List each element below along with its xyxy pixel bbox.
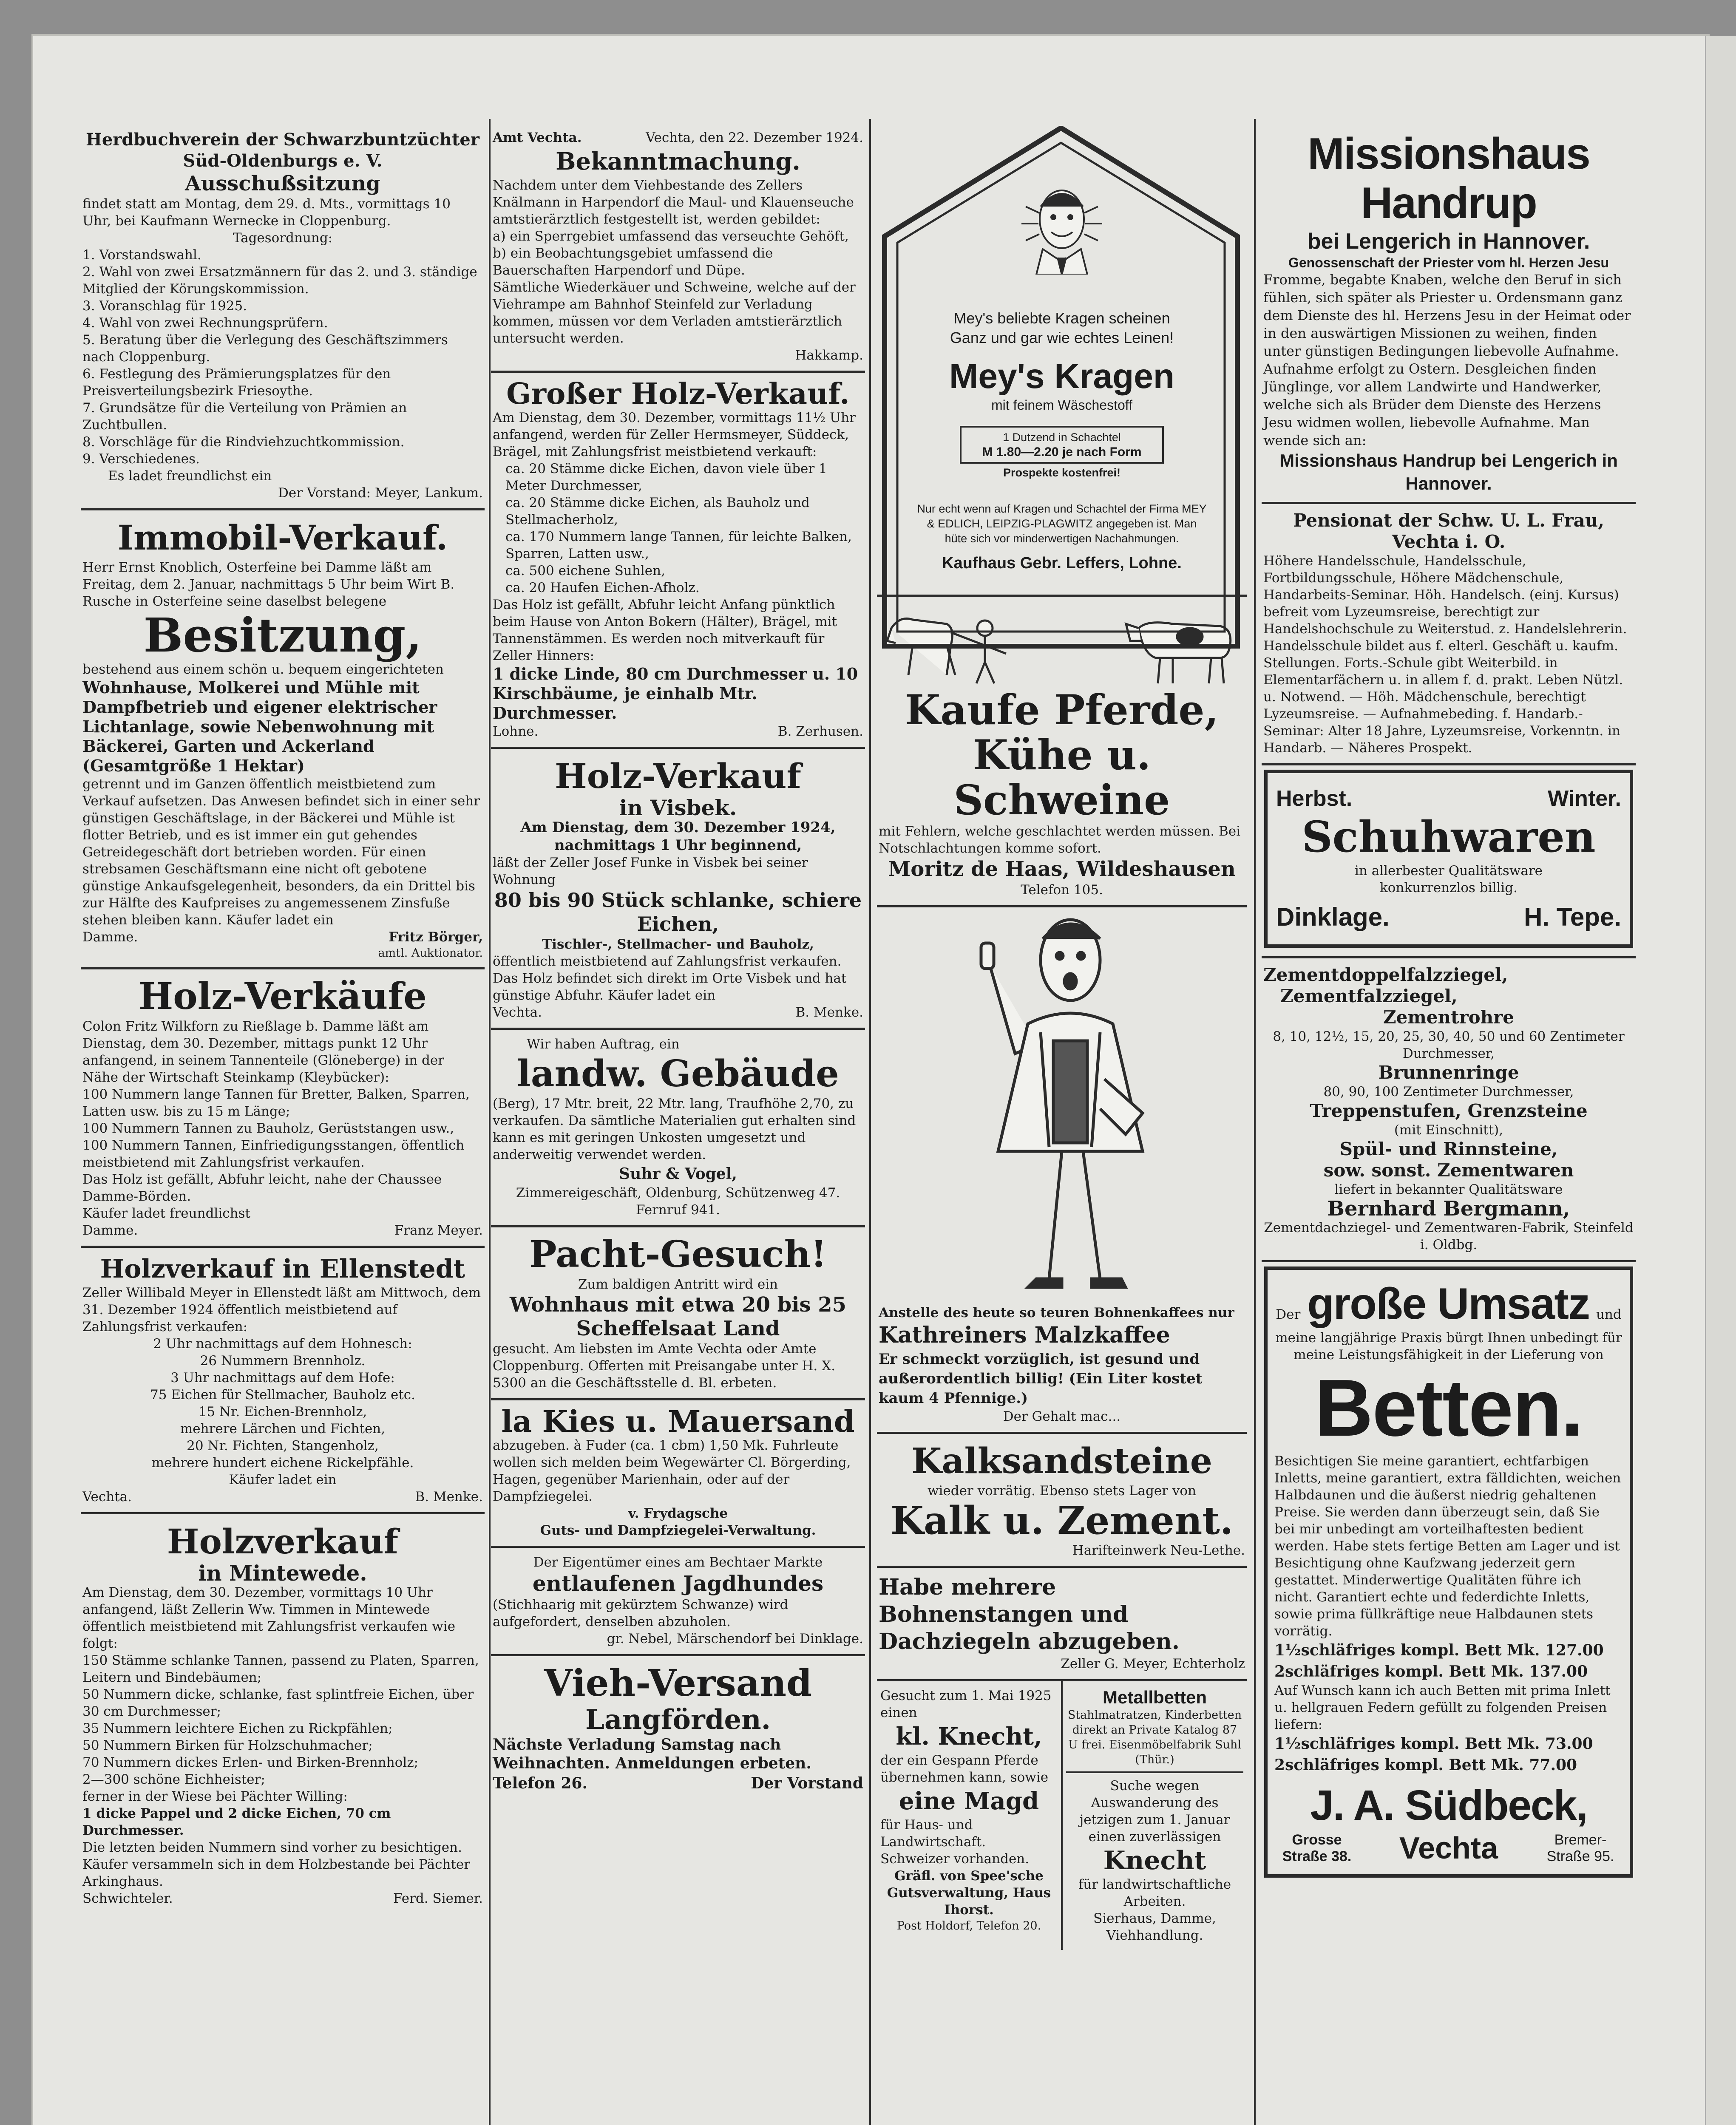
ad-body: Zeller Willibald Meyer in Ellenstedt läßt am Mittwoch, dem 31. Dezember 1924 öffentlich meistbietend auf Zahlungsfrist verkaufen: — [82, 1285, 481, 1334]
ad-body: für Haus- und Landwirtschaft. Schweizer vorhanden. — [880, 1817, 1030, 1867]
ad-subtitle: Langförden. — [585, 1704, 771, 1736]
ad-body: der ein Gespann Pferde übernehmen kann, sowie — [880, 1753, 1049, 1785]
ad-item: 100 Nummern Tannen zu Bauholz, Gerüststangen usw., — [82, 1121, 454, 1136]
ad-title: Habe mehrere Bohnenstangen und Dachziegeln abzugeben. — [879, 1574, 1180, 1655]
ad-body: Suche wegen Auswanderung des jetzigen zum 1. Januar einen zuverlässigen — [1079, 1778, 1230, 1844]
ad-body: Herr Ernst Knoblich, Osterfeine bei Damme läßt am Freitag, dem 2. Januar, nachmittags 5 Uhr beim Wirt B. Rusche in Osterfeine seine daselbst belegene — [82, 560, 455, 609]
ad-item: 100 Nummern lange Tannen für Bretter, Balken, Sparren, Latten usw. bis zu 15 m Länge; — [82, 1087, 470, 1119]
ad-item: 2 Uhr nachmittags auf dem Hohnesch: — [153, 1336, 412, 1352]
agenda-item: 2. Wahl von zwei Ersatzmännern für das 2. und 3. ständige Mitglied der Körungskommission. — [82, 264, 477, 297]
ad-headline: Besitzung, — [143, 608, 422, 663]
column-rule — [1254, 119, 1256, 2125]
product-item: liefert in bekannter Qualitätsware — [1334, 1182, 1563, 1197]
ad-signature: B. Menke. — [415, 1489, 483, 1504]
ad-highlight: kl. Knecht, — [896, 1723, 1042, 1751]
ad-highlight: Tischler-, Stellmacher- und Bauholz, — [542, 937, 814, 952]
page-edge — [1705, 36, 1736, 2125]
ad-subtitle: in Visbek. — [619, 795, 737, 820]
product-item: Spül- und Rinnsteine, — [1339, 1139, 1558, 1159]
ad-body: für landwirtschaftliche Arbeiten. — [1078, 1877, 1231, 1909]
ad-title: Missionshaus Handrup — [1308, 129, 1590, 228]
ad-title: Kalksandsteine — [911, 1441, 1212, 1482]
ad-title: Bekanntmachung. — [556, 147, 800, 176]
ad-signature: B. Menke. — [795, 1005, 863, 1020]
ad-place: Damme. — [82, 1223, 138, 1238]
ad-firm-address: Zementdachziegel- und Zementwaren-Fabrik, Steinfeld i. Oldbg. — [1264, 1220, 1634, 1252]
column-rule — [869, 119, 871, 2125]
ad-signature: Guts- und Dampfziegelei-Verwaltung. — [540, 1523, 816, 1538]
ad-signature: B. Zerhusen. — [777, 724, 863, 739]
ad-signature: Sierhaus, Damme, Viehhandlung. — [1093, 1911, 1216, 1943]
ad-highlight: Wohnhause, Molkerei und Mühle mit Dampfbetrieb und eigener elektrischer Lichtanlage, sowie Nebenwohnung mit Bäckerei, Garten und Ackerland (Gesamtgröße 1 Hektar) — [82, 678, 437, 775]
ad-city: Vechta — [1399, 1831, 1498, 1865]
agenda-item: 7. Grundsätze für die Verteilung von Prämien an Zuchtbullen. — [82, 400, 407, 433]
ad-address: Missionshaus Handrup bei Lengerich in Hannover. — [1279, 450, 1618, 493]
ad-item: ferner in der Wiese bei Pächter Willing: — [82, 1789, 348, 1804]
ad-intro: und — [1596, 1307, 1622, 1322]
column-rule — [489, 119, 491, 2125]
ad-body: Das Holz ist gefällt, Abfuhr leicht Anfang pünktlich beim Hause von Anton Bokern (Hälter), Brägel, mit Tannenstämmen. Es werden noch mitverkauft für Zeller Hinners: — [493, 597, 837, 663]
ad-highlight: Wohnhaus mit etwa 20 bis 25 Scheffelsaat Land — [509, 1293, 847, 1340]
ad-firm: J. A. Südbeck, — [1310, 1782, 1587, 1829]
ad-item: ca. 20 Stämme dicke Eichen, als Bauholz und Stellmacherholz, — [505, 495, 810, 527]
ad-highlight: 1 dicke Linde, 80 cm Durchmesser u. 10 Kirschbäume, je einhalb Mtr. Durchmesser. — [493, 664, 858, 722]
ad-headline: große Umsatz — [1307, 1279, 1589, 1329]
ad-title: entlaufenen Jagdhundes — [532, 1571, 824, 1596]
ad-body: Am Dienstag, dem 30. Dezember, vormittags 11½ Uhr anfangend, werden für Zeller Hermsmeyer, Süddeck, Brägel, mit Zahlungsfrist meistbietend verkauft: — [493, 410, 856, 459]
ad-phone: Telefon 26. — [493, 1774, 587, 1792]
ad-item: 50 Nummern dicke, schlanke, fast splintfreie Eichen, über 30 cm Durchmesser; — [82, 1687, 474, 1719]
ad-intro: Wir haben Auftrag, ein — [527, 1037, 680, 1052]
ad-item: 26 Nummern Brennholz. — [200, 1353, 366, 1368]
ad-kalksandsteine — [877, 1434, 1247, 1568]
agenda-item: 6. Festlegung des Prämierungsplatzes für den Preisverteilungsbezirk Friesoythe. — [82, 366, 391, 399]
agenda-item: 4. Wahl von zwei Rechnungsprüfern. — [82, 315, 328, 331]
column-3 — [877, 123, 1247, 2125]
ad-holz-verkaeufe — [81, 969, 485, 1248]
ad-body: wieder vorrätig. Ebenso stets Lager von — [927, 1483, 1197, 1499]
ad-grosser-holz-verkauf — [491, 373, 865, 749]
ad-subtitle: bei Lengerich in Hannover. — [1307, 229, 1590, 254]
ad-highlight: Knecht — [1103, 1846, 1206, 1876]
ad-body: Stahlmatratzen, Kinderbetten direkt an Private Katalog 87 U frei. Eisenmöbelfabrik Suhl (Thür.) — [1067, 1708, 1242, 1766]
column-1 — [81, 123, 485, 2125]
product-item: sow. sonst. Zementwaren — [1323, 1160, 1574, 1181]
ad-item: 35 Nummern leichtere Eichen zu Rickpfählen; — [82, 1721, 393, 1736]
ad-signature: Der Vorstand: Meyer, Lankum. — [278, 485, 483, 501]
ad-note: Nur echt wenn auf Kragen und Schachtel der Firma MEY & EDLICH, LEIPZIG-PLAGWITZ angegeben ist. Man hüte sich vor minderwertigen Nachahmungen. — [917, 502, 1207, 545]
ad-item: 150 Stämme schlanke Tannen, passend zu Platen, Sparren, Leitern und Bindebäumen; — [82, 1653, 479, 1685]
ad-firm-address: Zimmereigeschäft, Oldenburg, Schützenweg 47. Fernruf 941. — [516, 1185, 840, 1218]
price-box — [960, 426, 1164, 464]
agenda-item: 8. Vorschläge für die Rindviehzuchtkommission. — [82, 434, 405, 450]
ad-footnote: Der Gehalt mac... — [1003, 1409, 1121, 1424]
ad-item: Käufer versammeln sich in dem Holzbestande bei Pächter Arkinghaus. — [82, 1857, 471, 1889]
column-2 — [491, 123, 865, 2125]
ad-title: Holzverkauf in Ellenstedt — [100, 1254, 465, 1284]
ad-body: Anstelle des heute so teuren Bohnenkaffees nur — [879, 1305, 1234, 1320]
ad-title: Kühe u. Schweine — [953, 731, 1170, 824]
ad-body: Sämtliche Wiederkäuer und Schweine, welche auf der Viehrampe am Bahnhof Steinfeld zur Verladung kommen, müssen vor dem Verladen amtstierärztlich untersucht werden. — [493, 280, 856, 346]
ad-signature: Post Holdorf, Telefon 20. — [896, 1919, 1041, 1932]
ad-item: 100 Nummern Tannen, Einfriedigungsstangen, öffentlich meistbietend mit Zahlungsfrist verkaufen. — [82, 1138, 465, 1170]
ad-title: Großer Holz-Verkauf. — [506, 377, 850, 411]
ad-holz-verkauf-visbek — [491, 749, 865, 1030]
product-item: Zementrohre — [1383, 1007, 1514, 1028]
ad-title: Pensionat der Schw. U. L. Frau, Vechta i. O. — [1293, 510, 1604, 552]
ad-item: b) ein Beobachtungsgebiet umfassend die Bauerschaften Harpendorf und Düpe. — [493, 246, 773, 278]
ad-body: Auf Wunsch kann ich auch Betten mit prima Inlett u. hellgrauen Federn gefüllt zu folgenden Preisen liefern: — [1274, 1683, 1611, 1732]
ad-zementwaren — [1262, 956, 1636, 1262]
ad-pensionat — [1262, 504, 1636, 765]
product-item: Zementdoppelfalzziegel, — [1263, 964, 1508, 985]
ad-highlight: eine Magd — [899, 1787, 1039, 1815]
agenda-item: 9. Verschiedenes. — [82, 451, 200, 467]
ad-intro: Zum baldigen Antritt wird ein — [578, 1277, 778, 1292]
agenda-item: 5. Beratung über die Verlegung des Geschäftszimmers nach Cloppenburg. — [82, 332, 448, 365]
ad-close: Es ladet freundlichst ein — [108, 468, 272, 484]
ad-firm: Bernhard Bergmann, — [1327, 1197, 1570, 1221]
price-line: 1½schläfriges kompl. Bett Mk. 127.00 — [1274, 1641, 1604, 1659]
ad-body: öffentlich meistbietend auf Zahlungsfrist verkaufen. Das Holz befindet sich direkt im Orte Visbek und hat günstige Abfuhr. Käufer ladet ein — [493, 954, 847, 1003]
ad-betten-suedbeck — [1264, 1266, 1633, 1878]
ad-address: Grosse Straße 38. — [1282, 1832, 1352, 1864]
ad-title: Holz-Verkäufe — [139, 975, 427, 1018]
ad-knecht-suche — [1066, 1773, 1243, 1944]
ad-season: Winter. — [1548, 786, 1621, 811]
product-item: Brunnenringe — [1378, 1062, 1519, 1083]
ad-body: getrennt und im Ganzen öffentlich meistbietend zum Verkauf aufsetzen. Das Anwesen befindet sich in einer sehr günstigen Geschäftslage, in der Bäckerei und Mühle ist flotter Betrieb, und es ist immer ein gut gehendes Getreidegeschäft dort betrieben worden. Für einen strebsamen Geschäftsmann eine nicht oft gebotene günstige Ankaufsgelegenheit, besonders, da ein Drittel bis zur Hälfte des Kaufpreises zu angemessenem Zinsfuße stehen bleiben kann. Käufer ladet ein — [82, 776, 480, 928]
ad-body: bestehend aus einem schön u. bequem eingerichteten — [82, 662, 444, 677]
ad-landw-gebaeude — [491, 1030, 865, 1227]
ad-item: Das Holz ist gefällt, Abfuhr leicht, nahe der Chaussee Damme-Börden. — [82, 1172, 442, 1204]
price-line: M 1.80—2.20 je nach Form — [982, 445, 1142, 459]
ad-knecht-magd — [877, 1681, 1061, 1950]
ad-intro: Der — [1276, 1307, 1301, 1322]
ad-item: Käufer ladet freundlichst — [82, 1206, 250, 1221]
ad-immobil — [81, 510, 485, 969]
ad-title: Immobil-Verkauf. — [117, 518, 448, 558]
product-item: Zementfalzziegel, — [1280, 986, 1458, 1006]
ad-item: 15 Nr. Eichen-Brennholz, — [198, 1404, 367, 1420]
ad-signature: H. Tepe. — [1524, 903, 1621, 931]
ad-row-bottom — [877, 1681, 1247, 1950]
ad-title: landw. Gebäude — [517, 1052, 839, 1095]
ad-holzverkauf-mintewede — [81, 1514, 485, 1914]
ad-title: Herdbuchverein der Schwarzbuntzüchter Süd-Oldenburgs e. V. — [86, 130, 479, 171]
product-item: (mit Einschnitt), — [1394, 1122, 1503, 1138]
ad-missionshaus — [1262, 123, 1636, 504]
ad-item: 3 Uhr nachmittags auf dem Hofe: — [170, 1370, 395, 1386]
ad-item: ca. 20 Stämme dicke Eichen, davon viele über 1 Meter Durchmesser, — [505, 461, 827, 493]
ad-body: Höhere Handelsschule, Handelsschule, Fortbildungsschule, Höhere Mädchenschule, Handarbeits-Seminar. Höh. Handelsch. (einj. Kursus) befreit vom Lyzeumsreise, berechtigt zur Handelshochschule zu Weiterstud. z. Handelslehrerin. Handelsschule bildet aus f. elterl. Geschäft u. kaufm. Stellungen. Forts.-Schule gibt Weiterbild. in Elementarfächern u. in allem f. d. prakt. Leben Nützl. u. Notwend. — Höh. Mädchenschule, berechtigt Lyzeumsreise. — Aufnahmebeding. f. Handarb.-Seminar: Alter 18 Jahre, Lyzeumsreise, Vorkenntn. in Handarb. — Näheres Prospekt. — [1263, 553, 1627, 756]
ad-body: abzugeben. à Fuder (ca. 1 cbm) 1,50 Mk. Fuhrleute wollen sich melden beim Wegewärter Cl. Börgerding, Hagen, gegenüber Marienhain, oder auf der Dampfziegelei. — [493, 1438, 851, 1504]
ad-place: Lohne. — [493, 724, 539, 739]
ad-signature: Harifteinwerk Neu-Lethe. — [1072, 1543, 1245, 1558]
ad-body: gesucht. Am liebsten im Amte Vechta oder Amte Cloppenburg. Offerten mit Preisangabe unter H. X. 5300 an die Geschäftsstelle d. Bl. erbeten. — [493, 1341, 836, 1391]
ad-body: Nächste Verladung Samstag nach Weihnachten. Anmeldungen erbeten. — [493, 1736, 811, 1772]
ad-body: Besichtigen Sie meine garantiert, echtfarbigen Inletts, meine garantiert, extra fälldichten, weichen Halbdaunen und die äußerst niedrig gehaltenen Preise. Sie werden dann überzeugt sein, daß Sie bei mir unbedingt am vorteilhaftesten bedient werden. Habe stets fertige Betten am Lager und ist Besichtigung ohne Kaufzwang jederzeit gern gestattet. Minderwertige Qualitäten führe ich nicht. Garantiert echte und federdichte Inletts, sowie prima füllkräftige neue Halbdaunen stets vorrätig. — [1274, 1454, 1621, 1639]
ad-body: meine langjährige Praxis bürgt Ihnen unbedingt für meine Leistungsfähigkeit in der Lieferung von — [1275, 1330, 1622, 1363]
ad-body: mit Fehlern, welche geschlachtet werden müssen. Bei Notschlachtungen komme sofort. — [879, 824, 1241, 856]
ad-subtitle: in Mintewede. — [198, 1561, 367, 1586]
ad-bohnenstangen — [877, 1568, 1247, 1681]
ad-holzverkauf-ellenstedt — [81, 1248, 485, 1514]
ad-date: Vechta, den 22. Dezember 1924. — [646, 130, 863, 145]
ad-place: Amt Vechta. — [493, 130, 582, 145]
ad-place: Damme. — [82, 929, 138, 945]
agenda-item: 3. Voranschlag für 1925. — [82, 298, 247, 314]
product-item: Treppenstufen, Grenzsteine — [1310, 1100, 1588, 1121]
product-item: 8, 10, 12½, 15, 20, 25, 30, 40, 50 und 60 Zentimeter Durchmesser, — [1273, 1029, 1625, 1061]
ad-title: Pacht-Gesuch! — [529, 1233, 827, 1276]
ad-place: Vechta. — [82, 1489, 132, 1504]
ad-schuhwaren — [1264, 770, 1633, 948]
ad-signature: Gräfl. von Spee'sche Gutsverwaltung, Haus Ihorst. — [887, 1868, 1051, 1918]
ad-intro: Der Eigentümer eines am Bechtaer Markte — [533, 1555, 823, 1570]
man-illustration — [964, 913, 1160, 1304]
ad-body: konkurrenzlos billig. — [1380, 880, 1518, 895]
ad-item: 20 Nr. Fichten, Stangenholz, — [187, 1438, 379, 1454]
ad-item: ca. 20 Haufen Eichen-Afholz. — [505, 580, 700, 595]
ad-signature: v. Frydagsche — [628, 1506, 728, 1521]
ad-date: Am Dienstag, dem 30. Dezember 1924, nachmittags 1 Uhr beginnend, — [520, 819, 836, 854]
ad-item: 1 dicke Pappel und 2 dicke Eichen, 70 cm Durchmesser. — [82, 1806, 391, 1838]
ad-intro: Gesucht zum 1. Mai 1925 einen — [880, 1688, 1052, 1720]
ad-body: (Berg), 17 Mtr. breit, 22 Mtr. lang, Traufhöhe 2,70, zu verkaufen. Da sämtliche Materialien gut erhalten sind kann es mit geringen Unkosten umgesetzt und anderweitig verwendet werden. — [493, 1096, 856, 1162]
ad-herdbuch — [81, 123, 485, 510]
man-face-illustration — [1013, 177, 1111, 275]
price-line: Prospekte kostenfrei! — [1003, 466, 1121, 479]
ad-item: Käufer ladet ein — [229, 1472, 337, 1488]
agenda-label: Tagesordnung: — [233, 230, 333, 246]
ad-body: Nachdem unter dem Viehbestande des Zellers Knälmann in Harpendorf die Maul- und Klauenseuche amtstierärztlich festgestellt ist, werden gebildet: — [493, 178, 854, 227]
ad-phone: Telefon 105. — [1021, 882, 1103, 898]
ad-subtitle: Ausschußsitzung — [185, 172, 380, 196]
ad-kies — [491, 1400, 865, 1548]
ad-item: Die letzten beiden Nummern sind vorher zu besichtigen. — [82, 1840, 462, 1855]
ad-slogan: Ganz und gar wie echtes Leinen! — [950, 329, 1174, 346]
ad-item: mehrere hundert eichene Rickelpfähle. — [151, 1455, 414, 1470]
brand-subtitle: mit feinem Wäschestoff — [991, 397, 1132, 413]
ad-season: Herbst. — [1276, 786, 1353, 811]
ad-bekanntmachung — [491, 123, 865, 373]
ad-item: 70 Nummern dickes Erlen- und Birken-Brennholz; — [82, 1755, 419, 1770]
ad-signature: Der Vorstand — [751, 1774, 863, 1792]
ad-item: 75 Eichen für Stellmacher, Bauholz etc. — [150, 1387, 415, 1402]
price-line: 2schläfriges kompl. Bett Mk. 137.00 — [1274, 1663, 1588, 1680]
ad-slogan: Mey's beliebte Kragen scheinen — [953, 309, 1170, 327]
ad-title: Metallbetten — [1102, 1687, 1207, 1707]
agenda-item: 1. Vorstandswahl. — [82, 247, 201, 263]
ad-item: ca. 500 eichene Suhlen, — [505, 563, 665, 578]
price-line: 1 Dutzend in Schachtel — [1003, 431, 1121, 444]
ad-place: Vechta. — [493, 1005, 542, 1020]
ad-title: Holz-Verkauf — [555, 756, 801, 796]
ad-title: Holzverkauf — [167, 1522, 399, 1561]
ad-item: ca. 170 Nummern lange Tannen, für leichte Balken, Sparren, Latten usw., — [505, 529, 852, 561]
ad-highlight: 80 bis 90 Stück schlanke, schiere Eichen, — [494, 889, 862, 935]
ad-body: (Stichhaarig mit gekürztem Schwanze) wird aufgefordert, denselben abzuholen. — [493, 1597, 789, 1629]
ad-body: findet statt am Montag, dem 29. d. Mts., vormittags 10 Uhr, bei Kaufmann Wernecke in Cloppenburg. — [82, 196, 451, 229]
ad-signature: gr. Nebel, Märschendorf bei Dinklage. — [607, 1631, 863, 1646]
ad-subtitle: Genossenschaft der Priester vom hl. Herzen Jesu — [1288, 255, 1609, 270]
ad-title: Betten. — [1315, 1363, 1583, 1453]
ad-body: Er schmeckt vorzüglich, ist gesund und außerordentlich billig! (Ein Liter kostet kaum 4 Pfennige.) — [879, 1351, 1203, 1407]
ad-signature-title: amtl. Auktionator. — [378, 946, 483, 960]
price-line: 2schläfriges kompl. Bett Mk. 77.00 — [1274, 1756, 1577, 1774]
ad-body: Am Dienstag, dem 30. Dezember, vormittags 10 Uhr anfangend, läßt Zellerin Ww. Timmen in Mintewede öffentlich meistbietend mit Zahlungsfrist verkaufen wie folgt: — [82, 1585, 456, 1651]
ad-meys-kragen — [880, 126, 1243, 582]
ad-title: Kalk u. Zement. — [890, 1498, 1234, 1543]
ad-pacht-gesuch — [491, 1227, 865, 1400]
ad-signature: Fritz Börger, — [389, 929, 483, 945]
ad-signature: Franz Meyer. — [394, 1223, 483, 1238]
ad-vieh-versand — [491, 1656, 865, 1801]
ad-signature: Hakkamp. — [795, 348, 863, 363]
ad-place: Dinklage. — [1276, 903, 1390, 931]
shop-name: Kaufhaus Gebr. Leffers, Lohne. — [942, 554, 1182, 572]
ad-title: Vieh-Versand — [544, 1662, 812, 1705]
ad-firm: Moritz de Haas, Wildeshausen — [888, 857, 1236, 881]
ad-signature: Zeller G. Meyer, Echterholz — [1061, 1656, 1245, 1672]
ad-signature: Ferd. Siemer. — [393, 1891, 483, 1906]
ad-title: la Kies u. Mauersand — [501, 1404, 855, 1439]
price-line: 1½schläfriges kompl. Bett Mk. 73.00 — [1274, 1735, 1593, 1753]
ad-item: a) ein Sperrgebiet umfassend das verseuchte Gehöft, — [493, 229, 849, 244]
ad-title: Schuhwaren — [1302, 812, 1596, 862]
ad-metallbetten — [1066, 1687, 1243, 1773]
brand-name: Mey's Kragen — [949, 357, 1174, 396]
ad-body: Fromme, begabte Knaben, welche den Beruf in sich fühlen, sich später als Priester u. Ordensmann ganz dem Dienste des hl. Herzens Jesu in der Heimat oder in den auswärtigen Missionen zu weihen, finden unter günstigen Bedingungen liebevolle Aufnahme. Aufnahme erfolgt zu Ostern. Desgleichen finden Jünglinge, vor allem Landwirte und Handwerker, welche sich als Brüder dem Dienste des Herzens Jesu widmen wollen, liebevolle Aufnahme. Man wende sich an: — [1263, 272, 1631, 448]
ad-item: 50 Nummern Birken für Holzschuhmacher; — [82, 1738, 373, 1753]
ad-kathreiner — [877, 907, 1247, 1434]
ad-firm: Suhr & Vogel, — [619, 1165, 737, 1183]
ad-address: Bremer-Straße 95. — [1546, 1832, 1614, 1864]
product-item: 80, 90, 100 Zentimeter Durchmesser, — [1323, 1084, 1574, 1099]
brand-name: Kathreiners Malzkaffee — [879, 1322, 1170, 1348]
ad-title: Kaufe Pferde, — [905, 686, 1219, 734]
ad-place: Schwichteler. — [82, 1891, 173, 1906]
ad-body: Colon Fritz Wilkforn zu Rießlage b. Damme läßt am Dienstag, dem 30. Dezember, mittags punkt 12 Uhr anfangend, in seinem Tannenteile (Glöneberge) in der Nähe der Wirtschaft Steinkamp (Kleybücker): — [82, 1019, 445, 1085]
ad-body: läßt der Zeller Josef Funke in Visbek bei seiner Wohnung — [493, 855, 808, 887]
ad-item: mehrere Lärchen und Fichten, — [180, 1421, 386, 1436]
ad-body: in allerbester Qualitätsware — [1355, 863, 1543, 878]
ad-jagdhund — [491, 1548, 865, 1656]
column-4 — [1262, 123, 1636, 2125]
ad-item: 2—300 schöne Eichheister; — [82, 1772, 265, 1787]
